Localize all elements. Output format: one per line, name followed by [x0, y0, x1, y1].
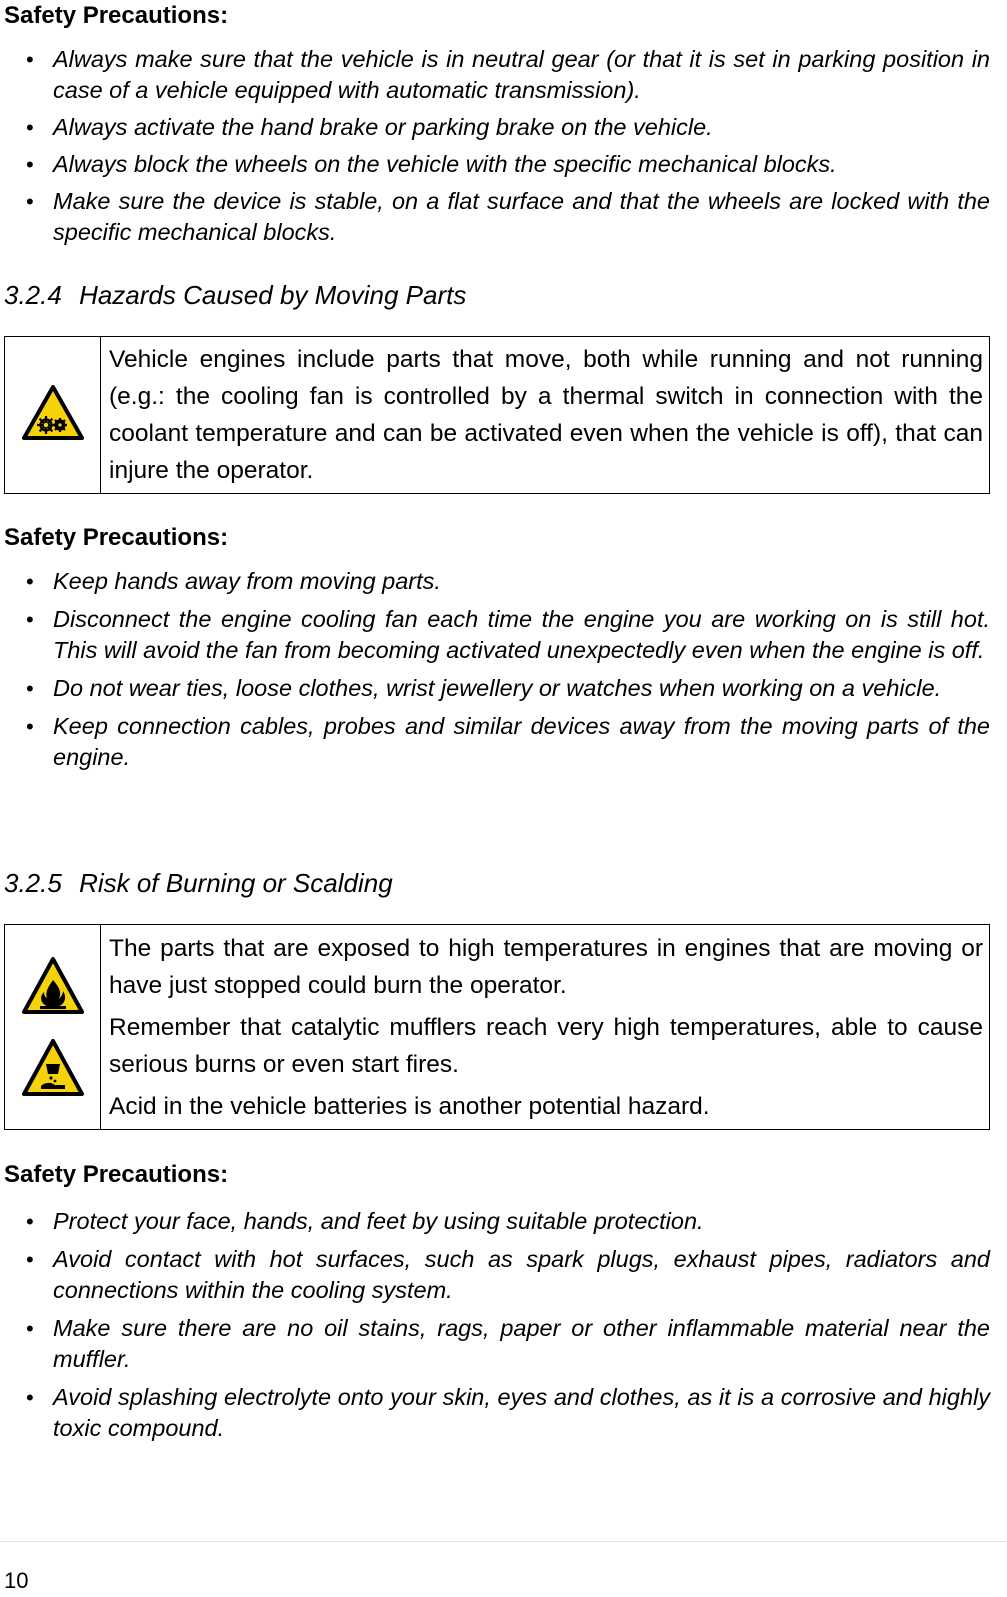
list-item: • Always block the wheels on the vehicle with the specific mechanical blocks. [4, 149, 990, 180]
hazard-box-burning [4, 924, 990, 1130]
bullet-icon: • [26, 1247, 34, 1272]
safety-precautions-heading: Safety Precautions: [4, 1161, 229, 1188]
flammable-warning-icon [21, 956, 85, 1016]
precautions-list-b [4, 566, 990, 773]
hazard-icon-cell [5, 337, 101, 494]
section-heading-3-2-4: 3.2.4 Hazards Caused by Moving Parts [4, 280, 467, 310]
bullet-icon: • [26, 1385, 34, 1410]
precautions-list-a [4, 44, 990, 248]
bullet-icon: • [26, 115, 34, 140]
list-item: • Avoid contact with hot surfaces, such as spark plugs, exhaust pipes, radiators and connections within the cooling system. [26, 1246, 990, 1303]
hazard-icon-cell [5, 925, 101, 1130]
precautions-block-b [4, 524, 990, 773]
precautions-block-c [4, 1161, 990, 1444]
list-item: • Keep connection cables, probes and similar devices away from the moving parts of the engine. [26, 713, 990, 770]
safety-precautions-heading: Safety Precautions: [4, 2, 229, 29]
bullet-icon: • [26, 714, 34, 739]
bullet-icon: • [26, 676, 34, 701]
list-item: • Always activate the hand brake or parking brake on the vehicle. [4, 112, 990, 143]
hazard-description: The parts that are exposed to high temperatures in engines that are moving or have just stopped could burn the operator. Remember that catalytic mufflers reach very high temperatures, able to cause serious burns or even start fires. Acid in the vehicle batteries is another potential hazard. [101, 925, 990, 1130]
bullet-icon: • [26, 47, 34, 72]
list-item: • Do not wear ties, loose clothes, wrist jewellery or watches when working on a vehicle. [4, 673, 990, 704]
list-item: • Make sure the device is stable, on a flat surface and that the wheels are locked with the specific mechanical blocks. [26, 188, 990, 245]
precautions-list-c [4, 1206, 990, 1444]
page-number: 10 [4, 1568, 29, 1593]
bullet-icon: • [26, 152, 34, 177]
list-item: • Always make sure that the vehicle is in neutral gear (or that it is set in parking position in case of a vehicle equipped with automatic transmission). [26, 46, 990, 103]
precautions-block-a [4, 2, 990, 248]
list-item: • Protect your face, hands, and feet by using suitable protection. [4, 1206, 990, 1237]
list-item: • Keep hands away from moving parts. [4, 566, 990, 597]
hazard-description: Vehicle engines include parts that move, both while running and not running (e.g.: the cooling fan is controlled by a thermal switch in connection with the coolant temperature and can be activated even when the vehicle is off), that can injure the operator. [101, 337, 990, 494]
corrosive-warning-icon [21, 1038, 85, 1098]
bullet-icon: • [26, 1209, 34, 1234]
list-item: • Disconnect the engine cooling fan each time the engine you are working on is still hot. This will avoid the fan from becoming activated unexpectedly even when the engine is off. [26, 606, 990, 663]
footer-divider [0, 1541, 1007, 1542]
bullet-icon: • [26, 1316, 34, 1341]
bullet-icon: • [26, 189, 34, 214]
list-item: • Avoid splashing electrolyte onto your skin, eyes and clothes, as it is a corrosive and highly toxic compound. [26, 1384, 990, 1441]
bullet-icon: • [26, 569, 34, 594]
hazard-box-moving-parts [4, 336, 990, 494]
moving-parts-warning-icon [22, 385, 84, 441]
list-item: • Make sure there are no oil stains, rags, paper or other inflammable material near the muffler. [26, 1315, 990, 1372]
bullet-icon: • [26, 607, 34, 632]
section-heading-3-2-5: 3.2.5 Risk of Burning or Scalding [4, 868, 393, 898]
safety-precautions-heading: Safety Precautions: [4, 524, 229, 551]
